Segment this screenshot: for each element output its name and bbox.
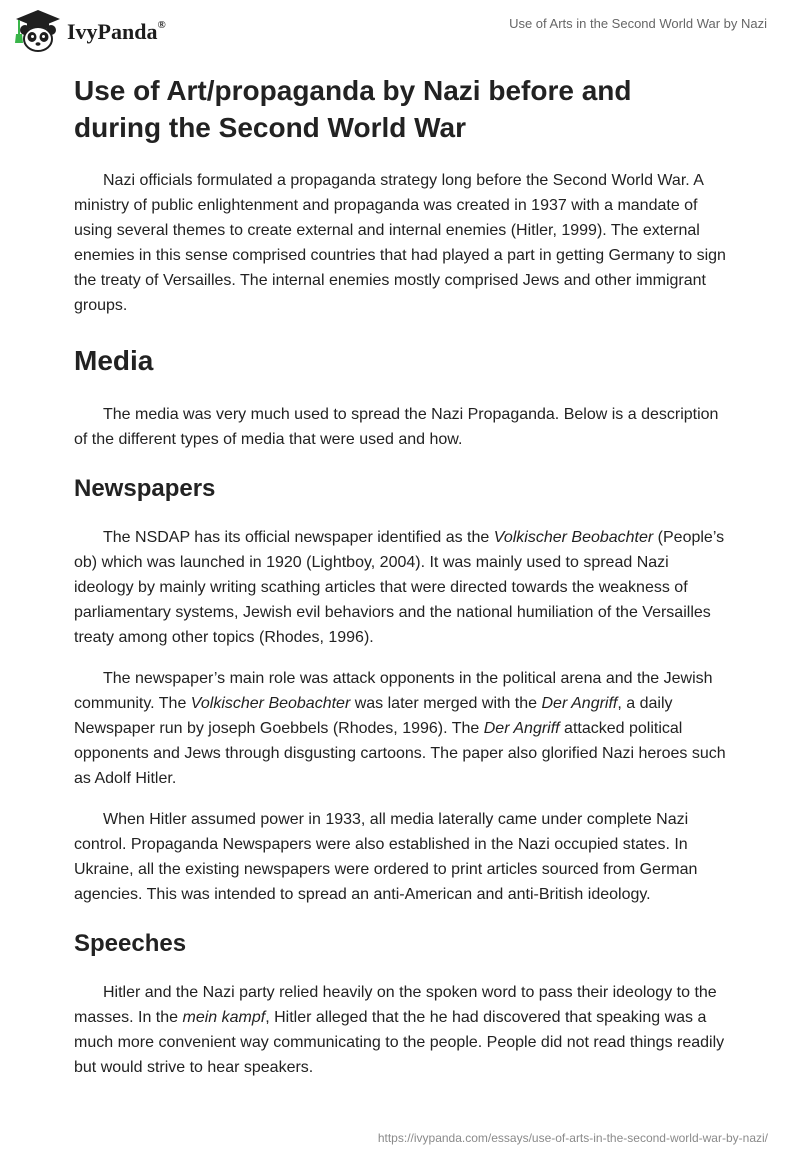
- source-url[interactable]: https://ivypanda.com/essays/use-of-arts-in-the-second-world-war-by-nazi/: [377, 1131, 768, 1145]
- newspapers-heading: Newspapers: [74, 475, 216, 502]
- newspaper-title: Volkischer Beobachter: [493, 529, 654, 546]
- newspapers-paragraph-1: The NSDAP has its official newspaper identified as the Volkischer Beobachter (People’s ob) which was launched in 1920 (Lightboy, 2004). It was mainly used to spread Nazi ideology by mainly writing scathing articles that were directed towards the weakness of parliamentary systems, Jewish evil behaviors and the national humiliation of the Versailles treaty among other topics (Rhodes, 1996).: [74, 529, 725, 646]
- ivypanda-logo[interactable]: [14, 8, 166, 54]
- page-title: Use of Art/propaganda by Nazi before and during the Second World War: [74, 75, 632, 143]
- newspaper-title: Der Angriff: [541, 695, 618, 712]
- newspaper-title: Volkischer Beobachter: [190, 695, 351, 712]
- registered-mark: ®: [157, 18, 166, 31]
- media-heading: Media: [74, 345, 154, 376]
- page-header: [0, 0, 800, 64]
- book-title: mein kampf: [182, 1009, 266, 1026]
- brand-name: IvyPanda®: [67, 18, 166, 44]
- newspaper-title: Der Angriff: [483, 720, 560, 737]
- media-paragraph: The media was very much used to spread the Nazi Propaganda. Below is a description of the different types of media that were used and how.: [74, 406, 719, 448]
- document-title: Use of Arts in the Second World War by Nazi: [509, 16, 767, 31]
- speeches-paragraph-1: Hitler and the Nazi party relied heavily on the spoken word to pass their ideology to the masses. In the mein kampf, Hitler alleged that the he had discovered that speaking was a much more convenient way communicating to the people. People did not read things readily but would strive to hear speakers.: [74, 984, 725, 1076]
- speeches-heading: Speeches: [74, 930, 187, 957]
- newspapers-paragraph-3: When Hitler assumed power in 1933, all media laterally came under complete Nazi control. Propaganda Newspapers were also established in the Nazi occupied states. In Ukraine, all the existing newspapers were ordered to print articles sourced from German agencies. This was intended to spread an anti-American and anti-British ideology.: [74, 811, 698, 903]
- panda-graduate-icon: [14, 8, 62, 54]
- intro-paragraph: Nazi officials formulated a propaganda strategy long before the Second World War. A ministry of public enlightenment and propaganda was created in 1937 with a mandate of using several themes to create external and internal enemies (Hitler, 1999). The external enemies in this sense comprised countries that had played a part in getting Germany to sign the treaty of Versailles. The internal enemies mostly comprised Jews and other immigrant groups.: [74, 172, 726, 314]
- newspapers-paragraph-2: The newspaper’s main role was attack opponents in the political arena and the Jewish community. The Volkischer Beobachter was later merged with the Der Angriff, a daily Newspaper run by joseph Goebbels (Rhodes, 1996). The Der Angriff attacked political opponents and Jews through disgusting cartoons. The paper also glorified Nazi heroes such as Adolf Hitler.: [74, 670, 726, 787]
- article-body: [74, 72, 726, 1080]
